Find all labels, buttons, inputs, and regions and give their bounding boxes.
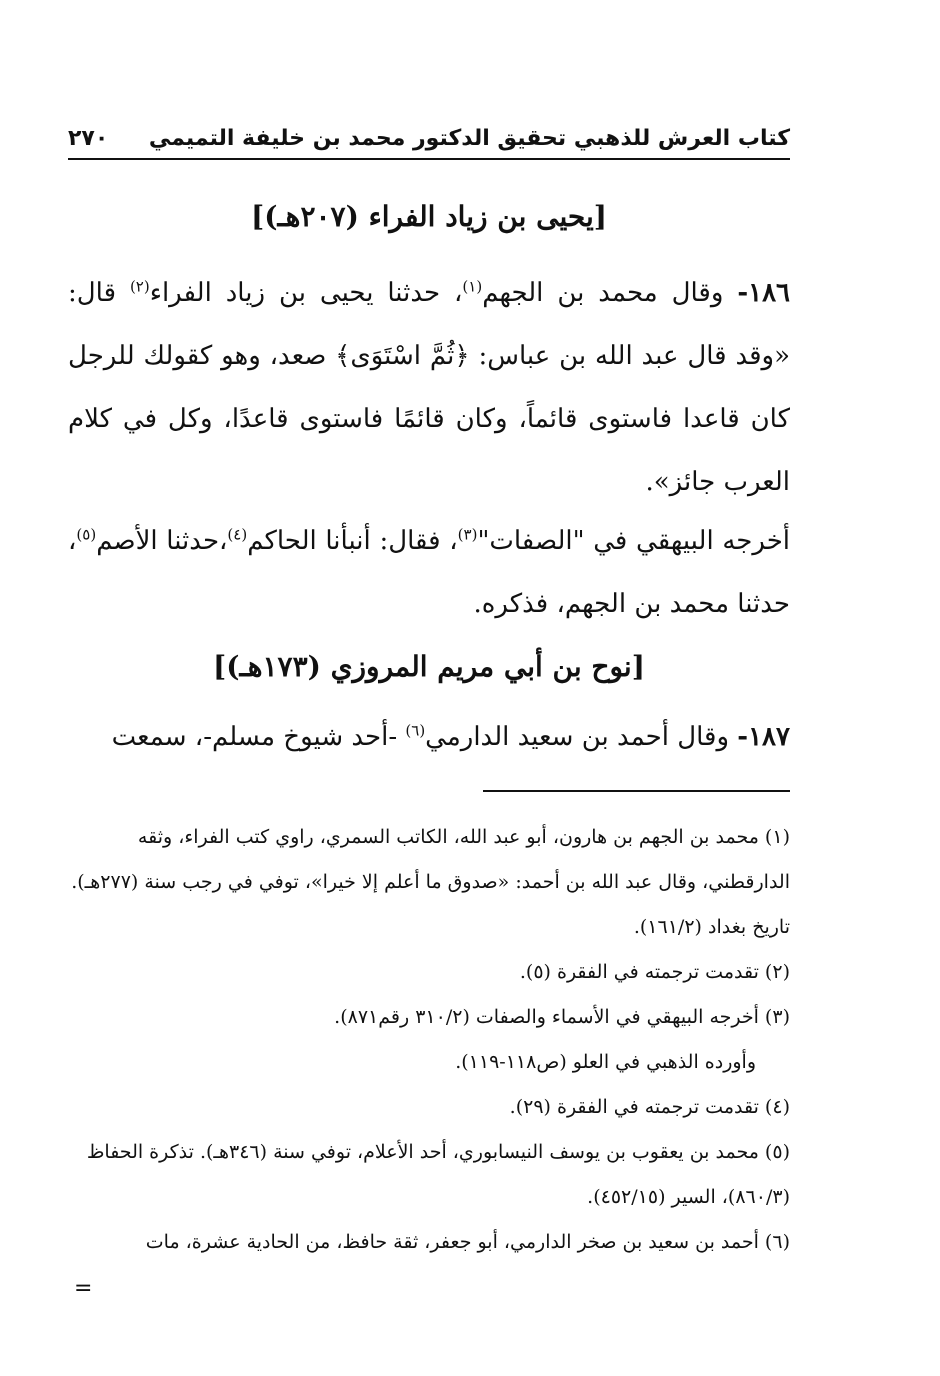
footnote-ref: (٢): [129, 277, 150, 296]
entry-number: ١٨٧-: [737, 722, 790, 752]
footnotes: [68, 815, 790, 1265]
footnote-ref: (٣): [457, 525, 478, 544]
footnote-5: (٥) محمد بن يعقوب بن يوسف النيسابوري، أحد الأعلام، توفي سنة (٣٤٦هـ). تذكرة الحفاظ (٨٦٠/٣)، السير (٤٥٢/١٥).: [86, 1141, 790, 1208]
footnote-ref: (١): [462, 277, 483, 296]
section-heading-nuh: [نوح بن أبي مريم المروزي (١٧٣هـ)]: [213, 650, 645, 683]
entry-186: ١٨٦- وقال محمد بن الجهم$^{(١)}$، حدثنا يحيى بن زياد الفراء$^{(٢)}$ قال: «وقد قال عبد الله بن عباس: ﴿ثُمَّ اسْتَوَى﴾ صعد، وهو كقولك للرجل كان قاعدا فاستوى قائماً، وكان قائمًا فاستوى قاعدًا، وكل في كلام العرب جائز».: [68, 277, 791, 497]
footnote-3-continued: وأورده الذهبي في العلو (ص١١٨-١١٩).: [455, 1051, 756, 1073]
footnote-6: (٦) أحمد بن سعيد بن صخر الدارمي، أبو جعفر، ثقة حافظ، من الحادية عشرة، مات: [145, 1231, 790, 1253]
section-heading-farra: [يحيى بن زياد الفراء (٢٠٧هـ)]: [250, 200, 608, 233]
page-number: ٢٧٠: [68, 125, 109, 151]
footnote-ref: (٥): [76, 525, 97, 544]
footnote-rule: [483, 790, 790, 792]
footnote-1: (١) محمد بن الجهم بن هارون، أبو عبد الله، الكاتب السمري، راوي كتب الفراء، وثقه الدارقطني، وقال عبد الله بن أحمد: «صدوق ما أعلم إلا خيرا»، توفي في رجب سنة (٢٧٧هـ). تاريخ بغداد (١٦١/٢).: [71, 826, 790, 938]
footnote-3: (٣) أخرجه البيهقي في الأسماء والصفات (٣١٠/٢ رقم٨٧١).: [334, 1006, 790, 1028]
entry-number: ١٨٦-: [737, 278, 791, 308]
footnote-ref: (٦): [405, 721, 426, 740]
footnote-2: (٢) تقدمت ترجمته في الفقرة (٥).: [519, 961, 790, 983]
footnote-ref: (٤): [227, 525, 248, 544]
entry-187: ١٨٧- وقال أحمد بن سعيد الدارمي$^{(٦)}$ -أحد شيوخ مسلم-، سمعت: [111, 721, 790, 752]
footnote-4: (٤) تقدمت ترجمته في الفقرة (٢٩).: [509, 1096, 790, 1118]
continuation-mark: =: [74, 1276, 93, 1301]
page-header: [68, 118, 790, 158]
running-title: كتاب العرش للذهبي تحقيق الدكتور محمد بن خليفة التميمي: [148, 125, 790, 151]
header-rule: [68, 158, 790, 160]
takhrij-paragraph: أخرجه البيهقي في "الصفات"$^{(٣)}$، فقال: أنبأنا الحاكم$^{(٤)}$،حدثنا الأصم$^{(٥)}$، حدثنا محمد بن الجهم، فذكره.: [68, 525, 790, 619]
